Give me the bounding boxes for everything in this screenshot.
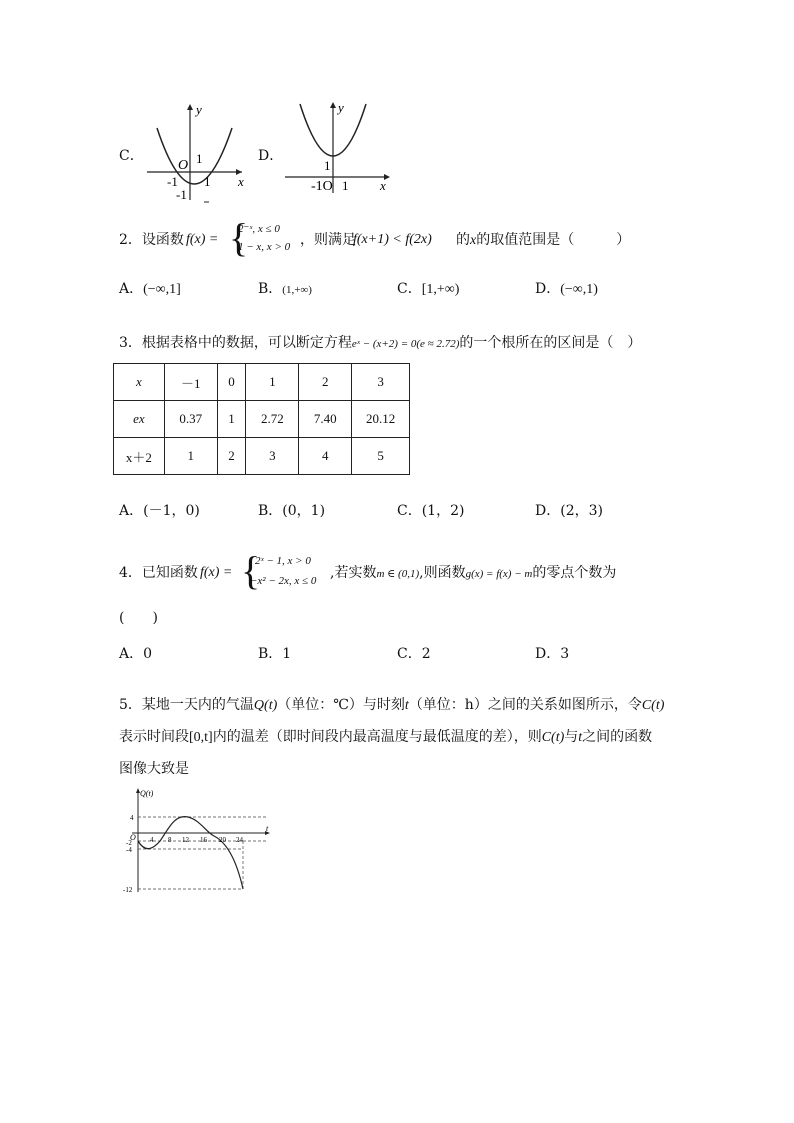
q1-option-d-label: D． — [258, 148, 284, 164]
x-tick-label: 20 — [219, 836, 226, 844]
q4-case1: 2ˣ − 1, x > 0 — [255, 555, 311, 567]
neg1-origin-label: -1O — [311, 179, 333, 194]
temperature-curve — [138, 817, 243, 889]
q2-case2: 1 − x, x > 0 — [238, 241, 291, 253]
q4-condition: ,若实数m ∈ (0,1),则函数g(x) = f(x) − m的零点个数为 — [330, 565, 617, 581]
table-cell: 4 — [299, 438, 352, 475]
y-tick-label: -2 — [126, 839, 132, 847]
table-cell: x — [114, 364, 165, 401]
q2-lhs: f(x) = — [186, 232, 219, 247]
q2-case1: 2⁻ˣ, x ≤ 0 — [238, 223, 280, 235]
q3-option-b[interactable]: B．(0，1) — [258, 503, 326, 519]
q3-option-a[interactable]: A．(－1，0) — [119, 503, 200, 519]
x-tick-label: 12 — [182, 836, 189, 844]
y-tick-label: -4 — [126, 846, 132, 854]
x-tick-label: 4 — [150, 836, 154, 844]
q1-graph-c — [142, 100, 252, 208]
q2-brace: { — [229, 215, 249, 260]
table-cell: 20.12 — [352, 401, 410, 438]
q2-inequality: f(x+1) < f(2x) — [353, 232, 432, 247]
q3-option-d[interactable]: D．(2，3) — [535, 503, 603, 519]
table-cell: 3 — [246, 438, 299, 475]
q4-option-d[interactable]: D．3 — [535, 646, 570, 662]
q2-option-a[interactable]: A．(−∞,1] — [119, 281, 181, 297]
q2-mid: ，则满足 — [300, 232, 356, 248]
x-tick-label: 16 — [200, 836, 207, 844]
table-row — [114, 401, 410, 438]
x-axis-label: x — [380, 178, 386, 193]
table-cell: 0.37 — [164, 401, 217, 438]
y-axis-label: Q(t) — [140, 789, 154, 798]
q2-option-c[interactable]: C．[1,+∞) — [397, 281, 460, 297]
y-axis-label: y — [196, 102, 202, 117]
q2-option-b[interactable]: B．(1,+∞) — [258, 281, 312, 297]
y-tick-label: 4 — [130, 814, 134, 822]
q3-stem: 3．根据表格中的数据，可以断定方程eˣ − (x+2) = 0(e ≈ 2.72)的一个根所在的区间是（ ） — [119, 335, 642, 351]
q4-brace: { — [241, 548, 261, 593]
table-cell: x＋2 — [114, 438, 165, 475]
table-cell: 0 — [217, 364, 246, 401]
table-cell: 1 — [217, 401, 246, 438]
table-cell: 2 — [299, 364, 352, 401]
q3-option-c[interactable]: C．(1，2) — [397, 503, 465, 519]
table-row — [114, 364, 410, 401]
q4-number-intro: 4．已知函数 — [119, 565, 198, 581]
q2-option-d[interactable]: D．(−∞,1) — [535, 281, 598, 297]
q4-option-b[interactable]: B．1 — [258, 646, 292, 662]
q5-line3: 图像大致是 — [119, 761, 189, 777]
table-cell: 7.40 — [299, 401, 352, 438]
tick-neg1-y-label: -1 — [176, 187, 187, 202]
q4-option-a[interactable]: A．0 — [119, 646, 153, 662]
y-axis-arrow — [330, 102, 336, 108]
q1-option-c-label: C． — [119, 148, 144, 164]
t-axis-label: t — [266, 824, 269, 833]
table-cell: －1 — [164, 364, 217, 401]
q2-number-intro: 2．设函数 — [119, 232, 184, 248]
q3-data-table — [113, 363, 410, 475]
q5-temperature-graph — [118, 784, 278, 896]
table-row — [114, 438, 410, 475]
table-cell: ex — [114, 401, 165, 438]
tick-1-x-label: 1 — [204, 174, 211, 189]
tick-1-x-label: 1 — [342, 178, 349, 193]
table-cell: 1 — [164, 438, 217, 475]
x-tick-label: 24 — [236, 836, 243, 844]
q2-tail: 的x的取值范围是（ ） — [456, 232, 631, 248]
x-tick-label: 8 — [168, 836, 172, 844]
table-cell: 3 — [352, 364, 410, 401]
q4-answer-paren: ( ) — [119, 610, 158, 626]
y-axis-label: y — [338, 100, 344, 115]
x-axis-label: x — [238, 174, 244, 189]
table-cell: 2.72 — [246, 401, 299, 438]
q5-line2: 表示时间段[0,t]内的温差（即时间段内最高温度与最低温度的差），则C(t)与t之间的函数 — [119, 729, 653, 745]
tick-1-y-label: 1 — [324, 158, 331, 173]
table-cell: 5 — [352, 438, 410, 475]
q5-line1: 5．某地一天内的气温Q(t)（单位：℃）与时刻t（单位：h）之间的关系如图所示，令C(t) — [119, 697, 665, 713]
origin-label: O — [178, 158, 189, 173]
table-cell: 2 — [217, 438, 246, 475]
tick-neg1-x-label: -1 — [167, 174, 178, 189]
table-cell: 1 — [246, 364, 299, 401]
tick-1-label: 1 — [196, 151, 203, 166]
origin-label: O — [130, 833, 136, 842]
q4-lhs: f(x) = — [200, 565, 233, 580]
q4-option-c[interactable]: C．2 — [397, 646, 431, 662]
y-tick-label: -12 — [123, 886, 133, 894]
y-axis-arrow — [187, 104, 193, 110]
q4-case2: −x² − 2x, x ≤ 0 — [250, 575, 317, 587]
q1-graph-d — [280, 98, 396, 198]
